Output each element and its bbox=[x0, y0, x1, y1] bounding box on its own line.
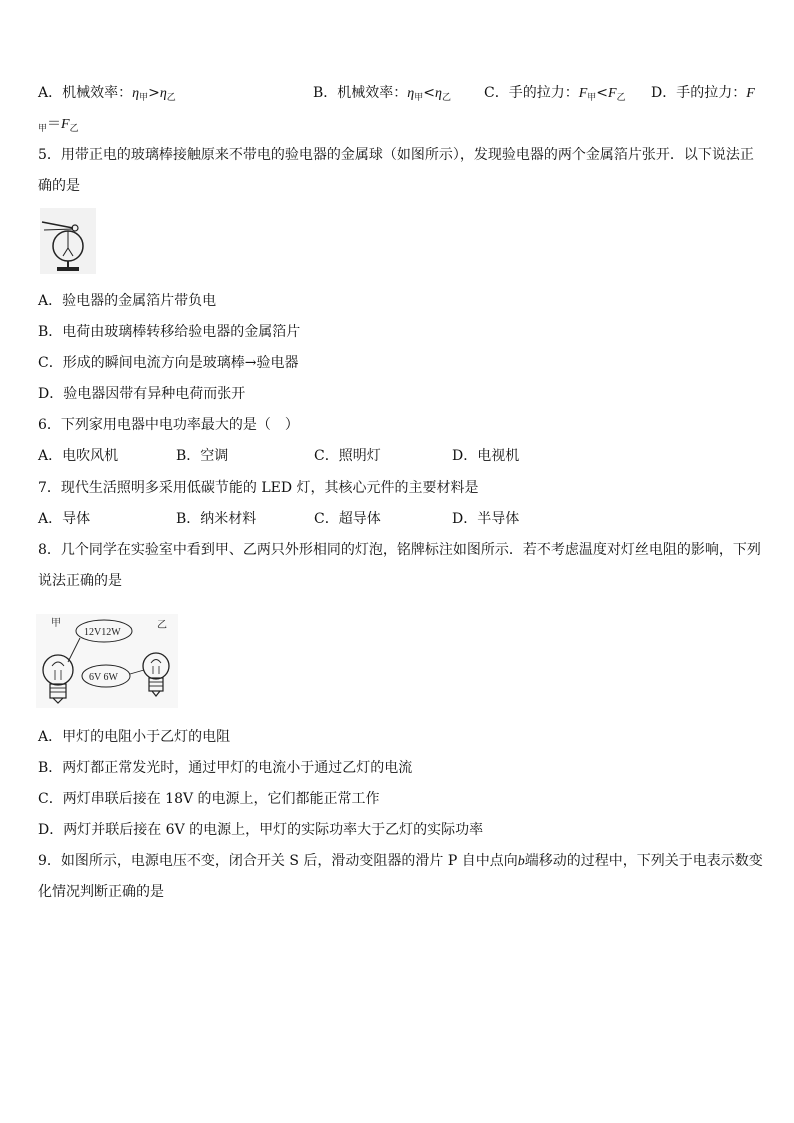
bulbs-figure bbox=[36, 614, 178, 708]
q4-option-d: D．手的拉力：F bbox=[651, 85, 755, 101]
q5-option-b: B．电荷由玻璃棒转移给验电器的金属箔片 bbox=[38, 324, 301, 340]
q4-option-c: C．手的拉力：$F_甲<F_乙$ bbox=[484, 85, 626, 103]
q5-option-c: C．形成的瞬间电流方向是玻璃棒→验电器 bbox=[38, 355, 299, 371]
q6-option-b: B．空调 bbox=[176, 448, 229, 464]
q8-option-b: B．两灯都正常发光时，通过甲灯的电流小于通过乙灯的电流 bbox=[38, 760, 413, 776]
q8-option-c: C．两灯串联后接在 18V 的电源上，它们都能正常工作 bbox=[38, 791, 380, 807]
q5-stem-line2: 确的是 bbox=[38, 178, 80, 194]
q4-option-b: B．机械效率：$\eta_甲<\eta_乙$ bbox=[313, 85, 451, 103]
q4-option-a: A．机械效率：$\eta_甲>\eta_乙$ bbox=[38, 85, 176, 103]
nameplate-12v12w: 12V12W bbox=[84, 627, 121, 638]
q8-option-a: A．甲灯的电阻小于乙灯的电阻 bbox=[38, 729, 231, 745]
q7-stem: 7．现代生活照明多采用低碳节能的 LED 灯，其核心元件的主要材料是 bbox=[38, 480, 479, 496]
q6-option-d: D．电视机 bbox=[452, 448, 520, 464]
q6-stem: 6．下列家用电器中电功率最大的是（ ） bbox=[38, 417, 299, 433]
q7-option-d: D．半导体 bbox=[452, 511, 520, 527]
q5-option-d: D．验电器因带有异种电荷而张开 bbox=[38, 386, 246, 402]
q8-stem-line1: 8．几个同学在实验室中看到甲、乙两只外形相同的灯泡，铭牌标注如图所示．若不考虑温度对灯丝电阻的影响，下列 bbox=[38, 542, 761, 558]
bulb-label-jia: 甲 bbox=[51, 618, 61, 629]
q7-option-a: A．导体 bbox=[38, 511, 91, 527]
q7-option-c: C．超导体 bbox=[314, 511, 381, 527]
q8-option-d: D．两灯并联后接在 6V 的电源上，甲灯的实际功率大于乙灯的实际功率 bbox=[38, 822, 484, 838]
q8-stem-line2: 说法正确的是 bbox=[38, 573, 122, 589]
q9-stem-line2: 化情况判断正确的是 bbox=[38, 884, 164, 900]
q9-stem-line1: 9．如图所示，电源电压不变，闭合开关 S 后，滑动变阻器的滑片 P 自中点向b端移动的过程中，下列关于电表示数变 bbox=[38, 853, 763, 869]
q7-option-b: B．纳米材料 bbox=[176, 511, 257, 527]
electroscope-figure bbox=[40, 208, 96, 274]
q5-option-a: A．验电器的金属箔片带负电 bbox=[38, 293, 217, 309]
nameplate-6v6w: 6V 6W bbox=[89, 672, 118, 683]
q6-option-c: C．照明灯 bbox=[314, 448, 381, 464]
q6-option-a: A．电吹风机 bbox=[38, 448, 119, 464]
q5-stem-line1: 5．用带正电的玻璃棒接触原来不带电的验电器的金属球（如图所示），发现验电器的两个金属箔片张开．以下说法正 bbox=[38, 147, 754, 163]
q4-option-d-continued: $_甲=F_乙$ bbox=[38, 116, 79, 134]
bulb-label-yi: 乙 bbox=[157, 620, 167, 631]
